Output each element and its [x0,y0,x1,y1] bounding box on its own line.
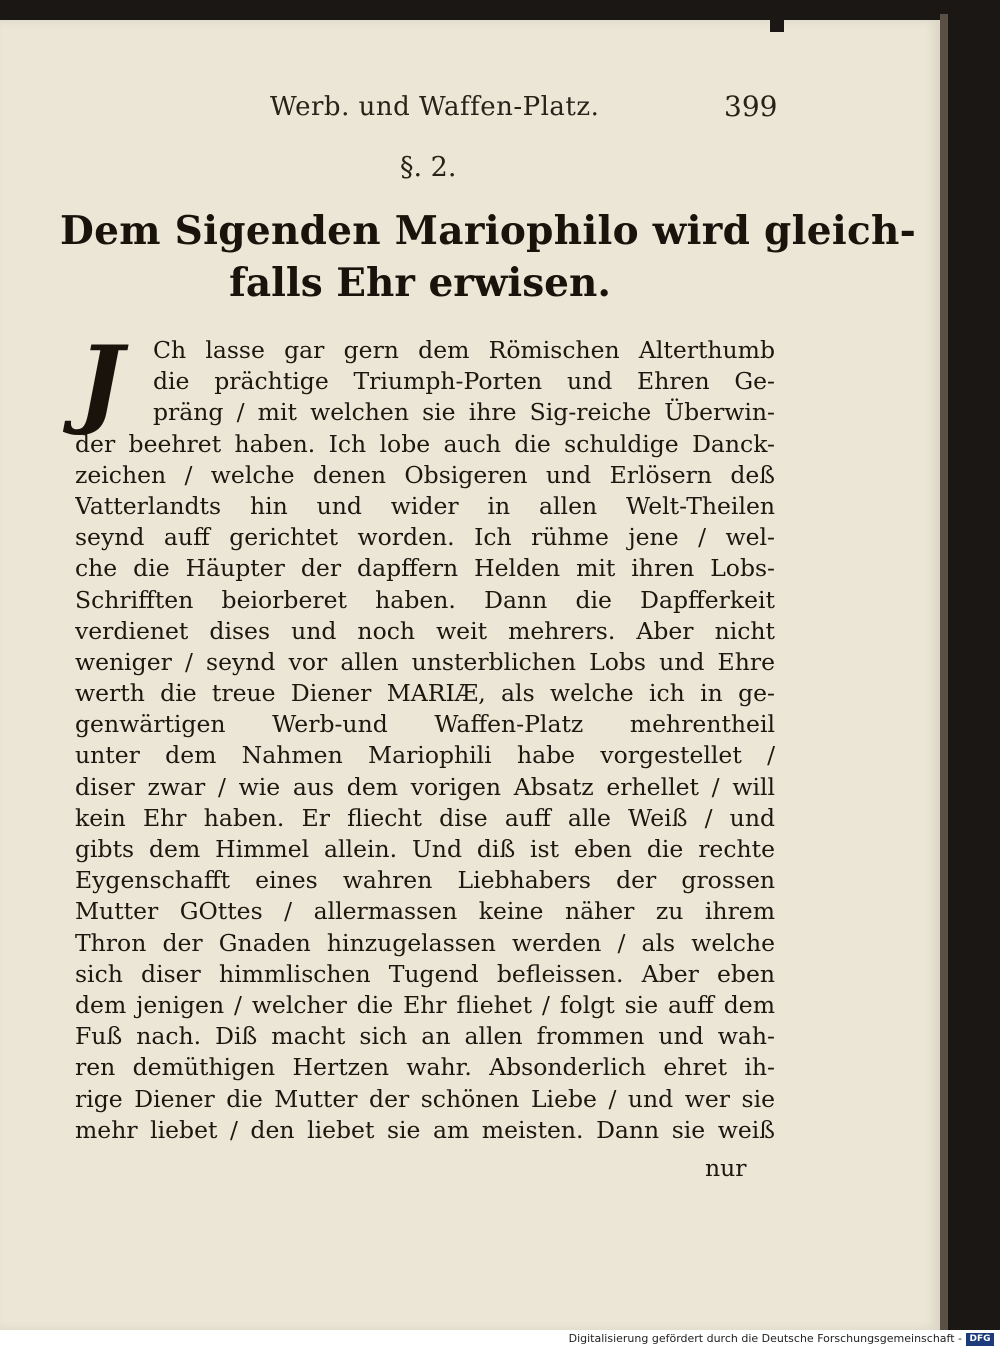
book-spine [940,14,948,1330]
text-line: zeichen / welche denen Obsigeren und Erlösern deß [75,460,775,489]
heading-line-1: Dem Sigenden Mariophilo wird gleich- [60,208,917,254]
heading-line-2: falls Ehr erwisen. [229,260,611,306]
running-title: Werb. und Waffen-Platz. [270,92,600,122]
text-line: werth die treue Diener MARIÆ, als welche ich in ge- [75,679,775,708]
section-number: §. 2. [400,152,457,183]
text-line: Mutter GOttes / allermassen keine näher zu ihrem [75,897,775,926]
text-line: Ch lasse gar gern dem Römischen Alterthumb [153,336,775,364]
text-line: Fuß nach. Diß macht sich an allen frommen und wah- [75,1022,775,1051]
page-corner-mark [770,14,784,32]
text-line: die prächtige Triumph-Porten und Ehren Ge- [153,367,775,396]
text-line: weniger / seynd vor allen unsterblichen Lobs und Ehre [75,647,775,676]
digitization-note: Digitalisierung gefördert durch die Deutsche Forschungsgemeinschaft - [568,1332,962,1345]
text-line: Thron der Gnaden hinzugelassen werden / als welche [75,928,775,957]
text-line: verdienet dises und noch weit mehrers. Aber nicht [75,616,775,645]
text-line: seynd auff gerichtet worden. Ich rühme jene / wel- [75,523,775,552]
text-line: kein Ehr haben. Er fliecht dise auff alle Weiß / und [75,803,775,832]
drop-cap: J [78,325,124,438]
dfg-logo: DFG [966,1333,994,1346]
text-line: diser zwar / wie aus dem vorigen Absatz erhellet / will [75,772,775,801]
text-line: der beehret haben. Ich lobe auch die schuldige Danck- [75,429,775,458]
text-line: Schrifften beiorberet haben. Dann die Dapfferkeit [75,585,775,614]
text-line: genwärtigen Werb-und Waffen-Platz mehrentheil [75,710,775,739]
text-line: dem jenigen / welcher die Ehr fliehet / folgt sie auff dem [75,990,775,1019]
text-line: gibts dem Himmel allein. Und diß ist eben die rechte [75,835,775,863]
text-line: ren demüthigen Hertzen wahr. Absonderlich ehret ih- [75,1053,775,1082]
text-line: che die Häupter der dapffern Helden mit ihren Lobs- [75,554,775,583]
catchword: nur [705,1154,747,1182]
page-number: 399 [724,90,778,123]
text-line: mehr liebet / den liebet sie am meisten. Dann sie weiß [75,1115,775,1144]
text-line: präng / mit welchen sie ihre Sig-reiche Überwin- [153,398,775,427]
chapter-heading [60,208,917,306]
text-line: unter dem Nahmen Mariophili habe vorgestellet / [75,741,775,770]
text-line: Vatterlandts hin und wider in allen Welt-Theilen [75,491,775,520]
text-line: rige Diener die Mutter der schönen Liebe / und wer sie [75,1084,775,1113]
body-text [75,325,775,1146]
text-line: sich diser himmlischen Tugend befleissen. Aber eben [75,959,775,988]
text-line: Eygenschafft eines wahren Liebhabers der grossen [75,866,775,895]
running-head [0,92,940,132]
footer-bar [0,1330,1000,1350]
